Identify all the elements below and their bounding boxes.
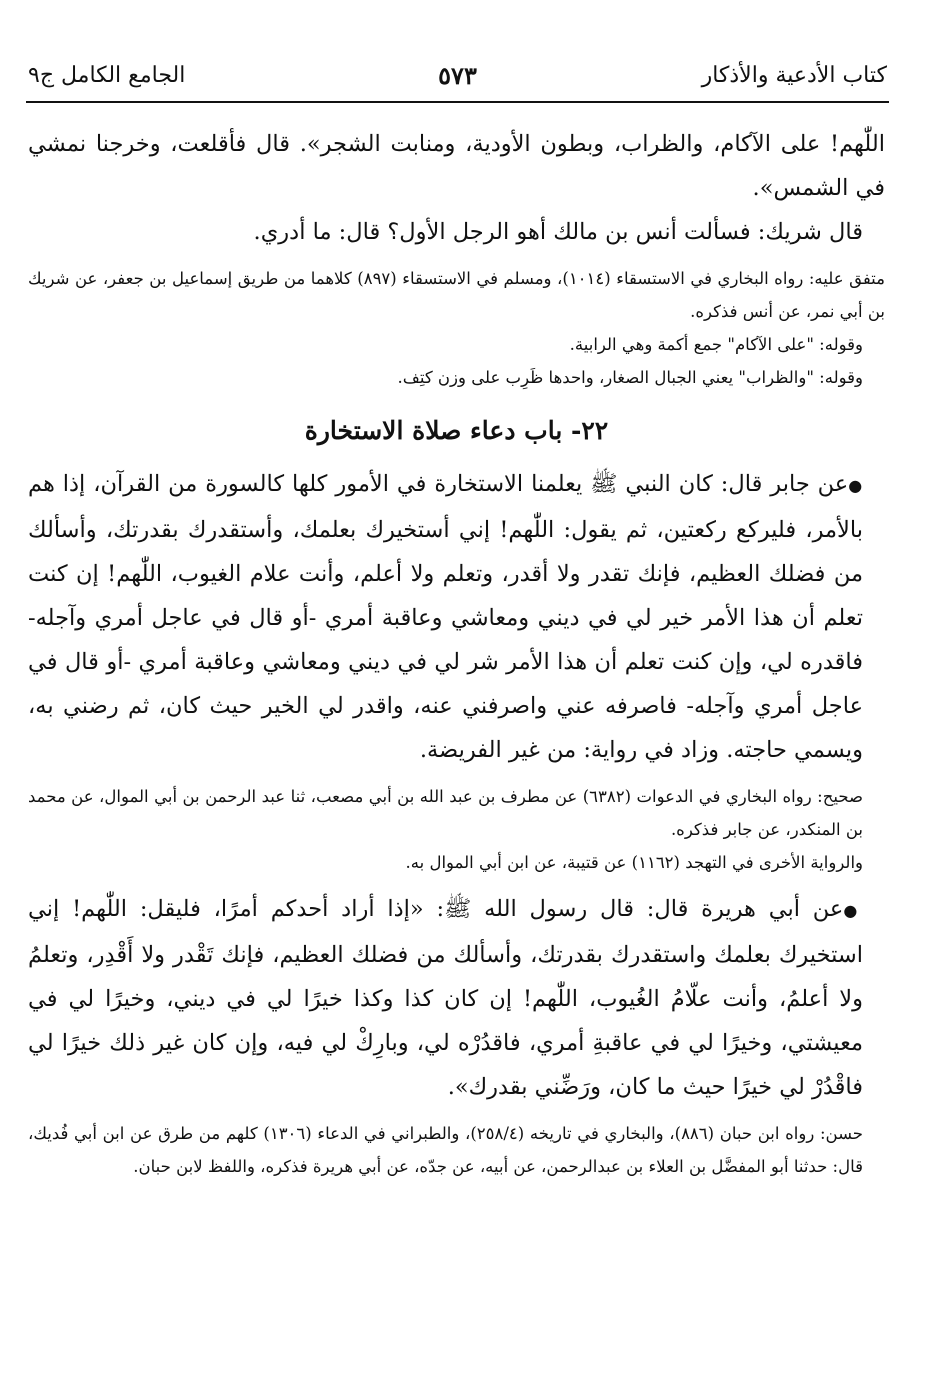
takhrij-note: والرواية الأخرى في التهجد (١١٦٢) عن قتيبة، عن ابن أبي الموال به.: [405, 853, 863, 872]
running-header: [28, 52, 887, 98]
hadith-text: ● عن أبي هريرة قال: قال رسول الله ﷺ: «إذا أراد أحدكم أمرًا، فليقل: اللّٰهم! إني استخيرك بعلمك واستقدرك بقدرتك، وأسألك من فضلك العظيم، فإنك تَقْدر ولا أَقْدِر، وتعلمُ ولا أعلمُ، وأنت علّامُ الغُيوب، اللّٰهم! إن كان كذا وكذا خيرًا لي في ديني، وخيرًا لي في معيشتي، وخيرًا لي في عاقبةِ أمري، فاقدُرْه لي، وبارِكْ لي فيه، وإن كان غير ذلك خيرًا لي فاقْدُرْ لي خيرًا حيث ما كان، ورَضِّني بقدرك».: [28, 887, 885, 1109]
page-number: ٥٧٣: [438, 60, 477, 90]
header-volume-title: الجامع الكامل ج٩: [28, 62, 186, 88]
hadith-text: ● عن جابر قال: كان النبي ﷺ يعلمنا الاستخارة في الأمور كلها كالسورة من القرآن، إذا هم بالأمر، فليركع ركعتين، ثم يقول: اللّٰهم! إني أستخيرك بعلمك، وأستقدرك بقدرتك، وأسألك من فضلك العظيم، فإنك تقدر ولا أقدر، وتعلم ولا أعلم، وأنت علام الغيوب، اللّٰهم! إن كنت تعلم أن هذا الأمر خير لي في ديني ومعاشي وعاقبة أمري -أو قال في عاجل أمري وآجله- فاقدره لي، وإن كنت تعلم أن هذا الأمر شر لي في ديني ومعاشي وعاقبة أمري -أو قال في عاجل أمري وآجله- فاصرفه عني واصرفني عنه، واقدر لي الخير حيث كان، ثم رضني به، ويسمي حاجته. وزاد في رواية: من غير الفريضة.: [28, 462, 885, 772]
page-body: [28, 122, 885, 1183]
chapter-heading: ٢٢- باب دعاء صلاة الاستخارة: [304, 416, 609, 445]
hadith-continuation: اللّٰهم! على الآكام، والظراب، وبطون الأودية، ومنابت الشجر». قال فأقلعت، وخرجنا نمشي في الشمس».: [28, 131, 885, 201]
header-book-title: كتاب الأدعية والأذكار: [701, 62, 887, 88]
takhrij-note: متفق عليه: رواه البخاري في الاستسقاء (١٠١٤)، ومسلم في الاستسقاء (٨٩٧) كلاهما من طريق إسماعيل بن جعفر، عن شريك بن أبي نمر، عن أنس فذكره.: [28, 269, 885, 321]
explanation-note: وقوله: "والظراب" يعني الجبال الصغار، واحدها ظَرِب على وزن كتِف.: [397, 368, 863, 387]
explanation-note: وقوله: "على الآكام" جمع أكمة وهي الرابية.: [569, 335, 863, 354]
sharik-statement: قال شريك: فسألت أنس بن مالك أهو الرجل الأول؟ قال: ما أدري.: [253, 219, 863, 245]
takhrij-note: صحيح: رواه البخاري في الدعوات (٦٣٨٢) عن مطرف بن عبد الله بن أبي مصعب، ثنا عبد الرحمن بن أبي الموال، عن محمد بن المنكدر، عن جابر فذكره.: [28, 787, 863, 839]
header-rule: [26, 101, 889, 103]
takhrij-note: حسن: رواه ابن حبان (٨٨٦)، والبخاري في تاريخه (٢٥٨/٤)، والطبراني في الدعاء (١٣٠٦) كلهم من طرق عن ابن أبي فُديك، قال: حدثنا أبو المفضَّل بن العلاء بن عبدالرحمن، عن أبيه، عن جدّه، عن أبي هريرة فذكره، واللفظ لابن حبان.: [28, 1124, 863, 1176]
